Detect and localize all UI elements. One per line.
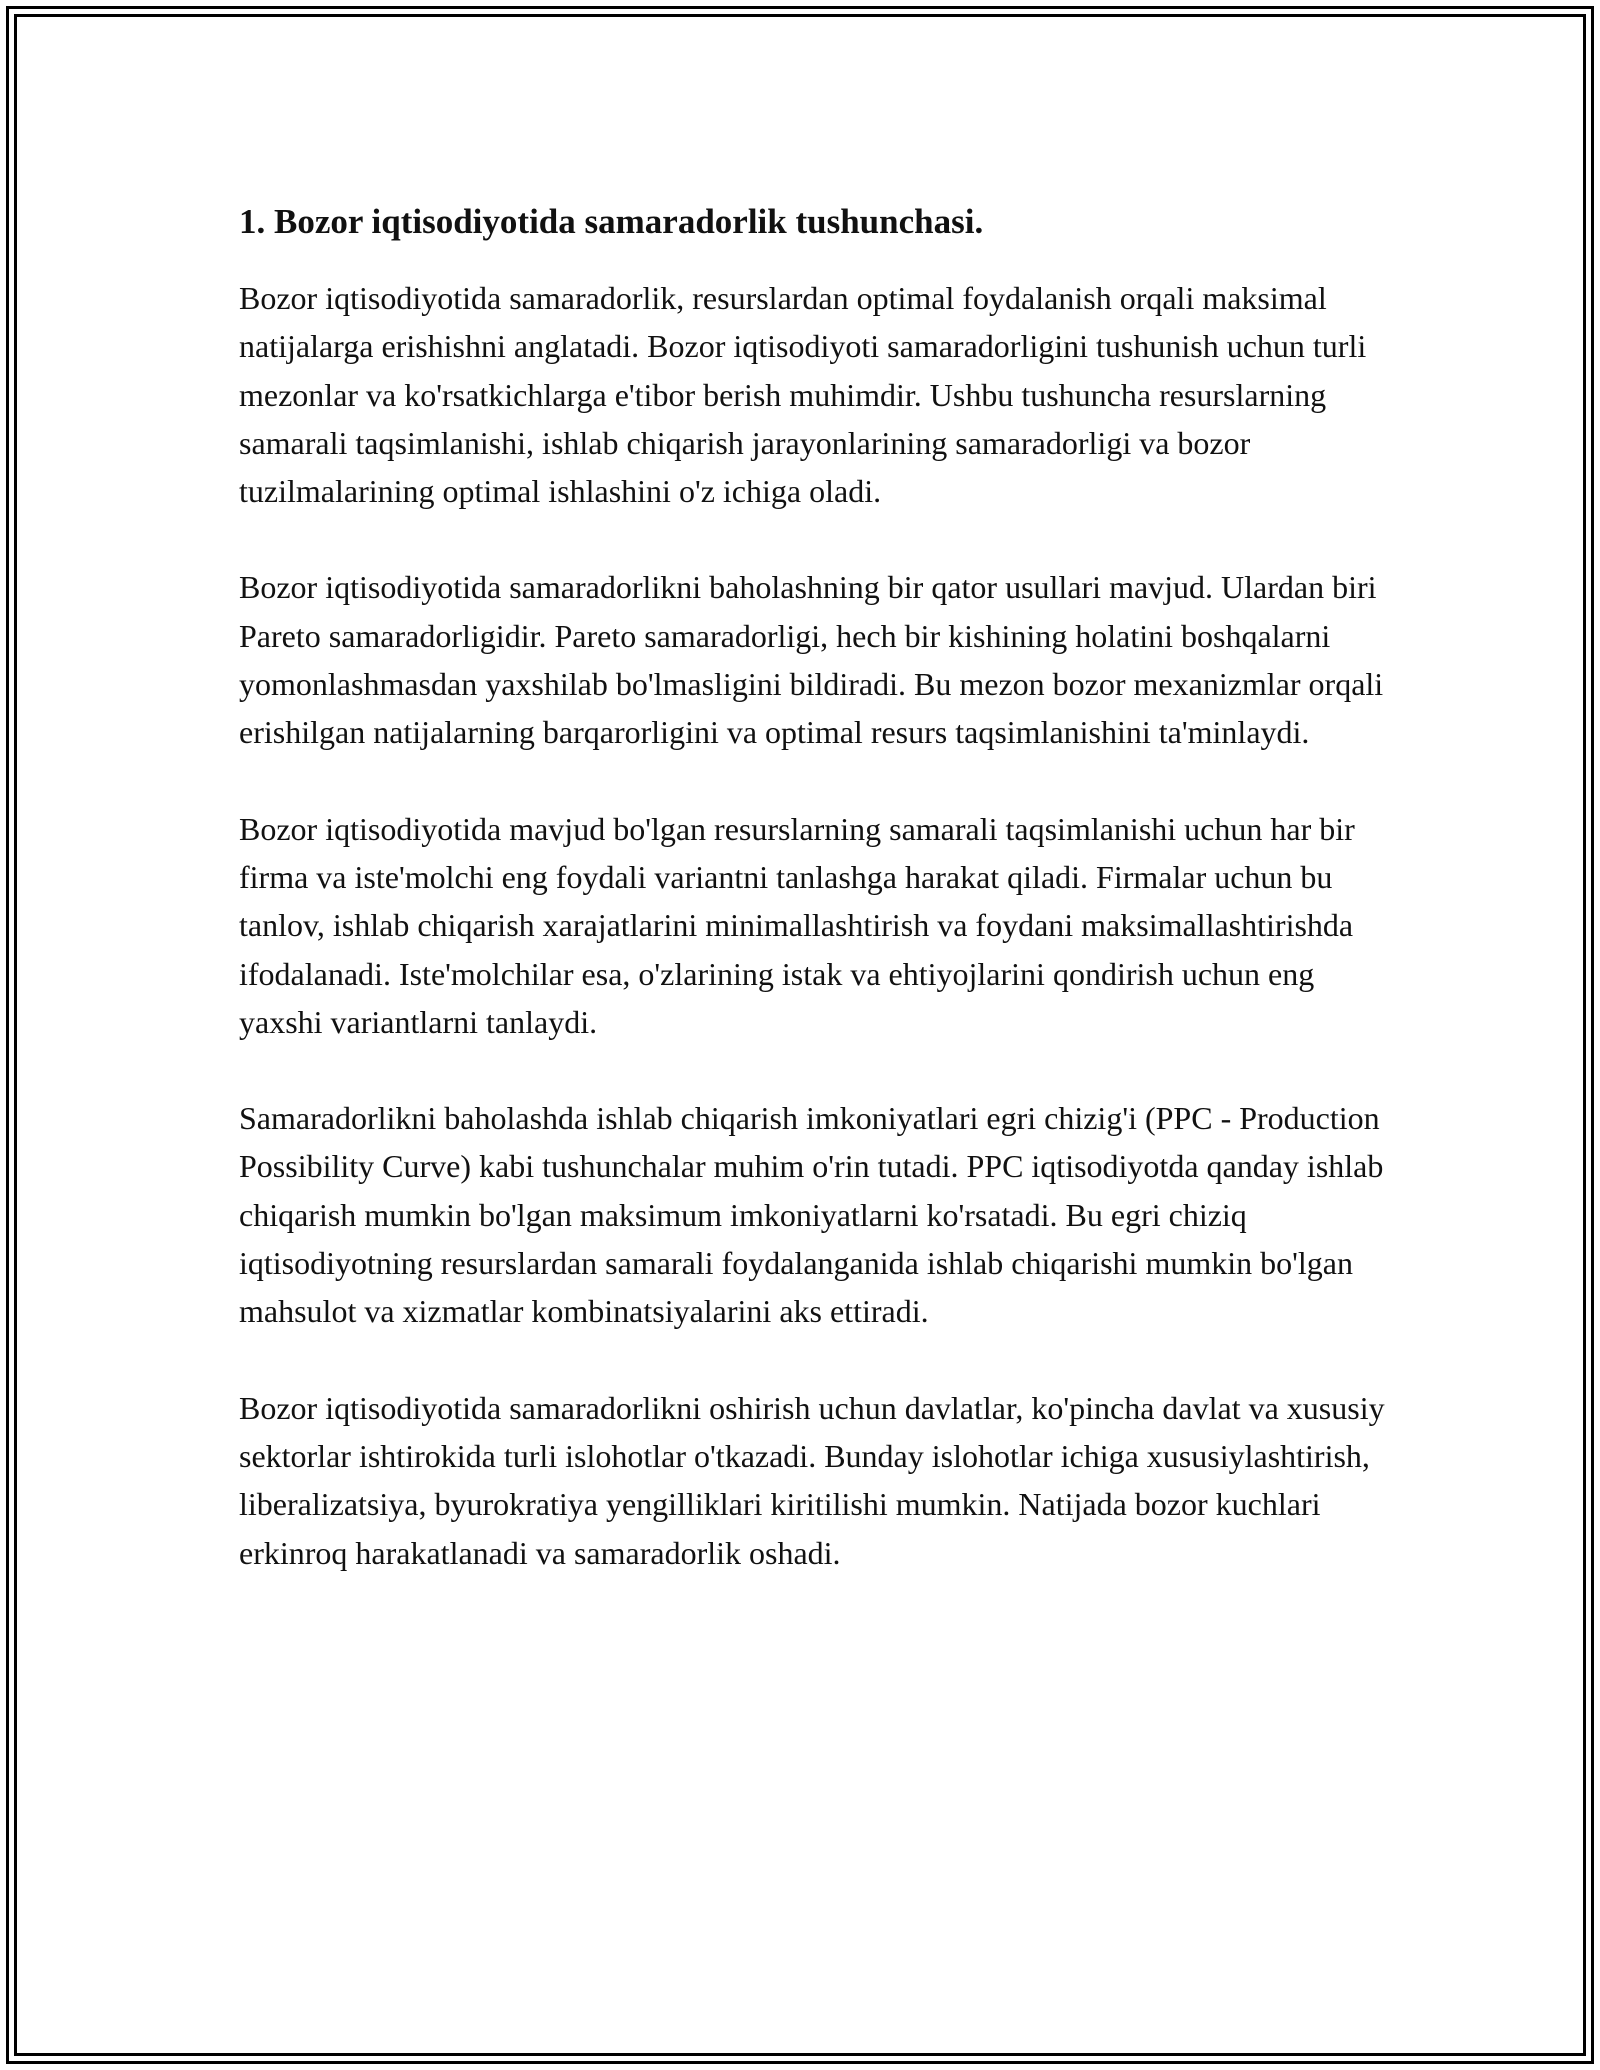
section-title: 1. Bozor iqtisodiyotida samaradorlik tushunchasi. (239, 202, 984, 241)
paragraph-5: Bozor iqtisodiyotida samaradorlikni oshirish uchun davlatlar, ko'pincha davlat va xususiy sektorlar ishtirokida turli islohotlar o'tkazadi. Bunday islohotlar ichiga xususiylashtirish, liberalizatsiya, byurokratiya yengilliklari kiritilishi mumkin. Natijada bozor kuchlari erkinroq harakatlanadi va samaradorlik oshadi. (239, 1389, 1385, 1571)
page-border-outer (6, 6, 1594, 2064)
paragraph-3: Bozor iqtisodiyotida mavjud bo'lgan resurslarning samarali taqsimlanishi uchun har bir firma va iste'molchi eng foydali variantni tanlashga harakat qiladi. Firmalar uchun bu tanlov, ishlab chiqarish xarajatlarini minimallashtirish va foydani maksimallashtirishda ifodalanadi. Iste'molchilar esa, o'zlarining istak va ehtiyojlarini qondirish uchun eng yaxshi variantlarni tanlaydi. (239, 810, 1355, 1040)
paragraph-4: Samaradorlikni baholashda ishlab chiqarish imkoniyatlari egri chizig'i (PPC - Production Possibility Curve) kabi tushunchalar muhim o'rin tutadi. PPC iqtisodiyotda qanday ishlab chiqarish mumkin bo'lgan maksimum imkoniyatlarni ko'rsatadi. Bu egri chiziq iqtisodiyotning resurslardan samarali foydalanganida ishlab chiqarishi mumkin bo'lgan mahsulot va xizmatlar kombinatsiyalarini aks ettiradi. (239, 1100, 1384, 1330)
paragraph-2: Bozor iqtisodiyotida samaradorlikni baholashning bir qator usullari mavjud. Ulardan biri Pareto samaradorligidir. Pareto samaradorligi, hech bir kishining holatini boshqalarni yomonlashmasdan yaxshilab bo'lmasligini bildiradi. Bu mezon bozor mexanizmlar orqali erishilgan natijalarning barqarorligini va optimal resurs taqsimlanishini ta'minlaydi. (239, 569, 1384, 751)
paragraph-1: Bozor iqtisodiyotida samaradorlik, resurslardan optimal foydalanish orqali maksimal natijalarga erishishni anglatadi. Bozor iqtisodiyoti samaradorligini tushunish uchun turli mezonlar va ko'rsatkichlarga e'tibor berish muhimdir. Ushbu tushuncha resurslarning samarali taqsimlanishi, ishlab chiqarish jarayonlarining samaradorligi va bozor tuzilmalarining optimal ishlashini o'z ichiga oladi. (239, 280, 1367, 510)
page-border-inner (14, 14, 1586, 2056)
document-body (239, 195, 1399, 1625)
